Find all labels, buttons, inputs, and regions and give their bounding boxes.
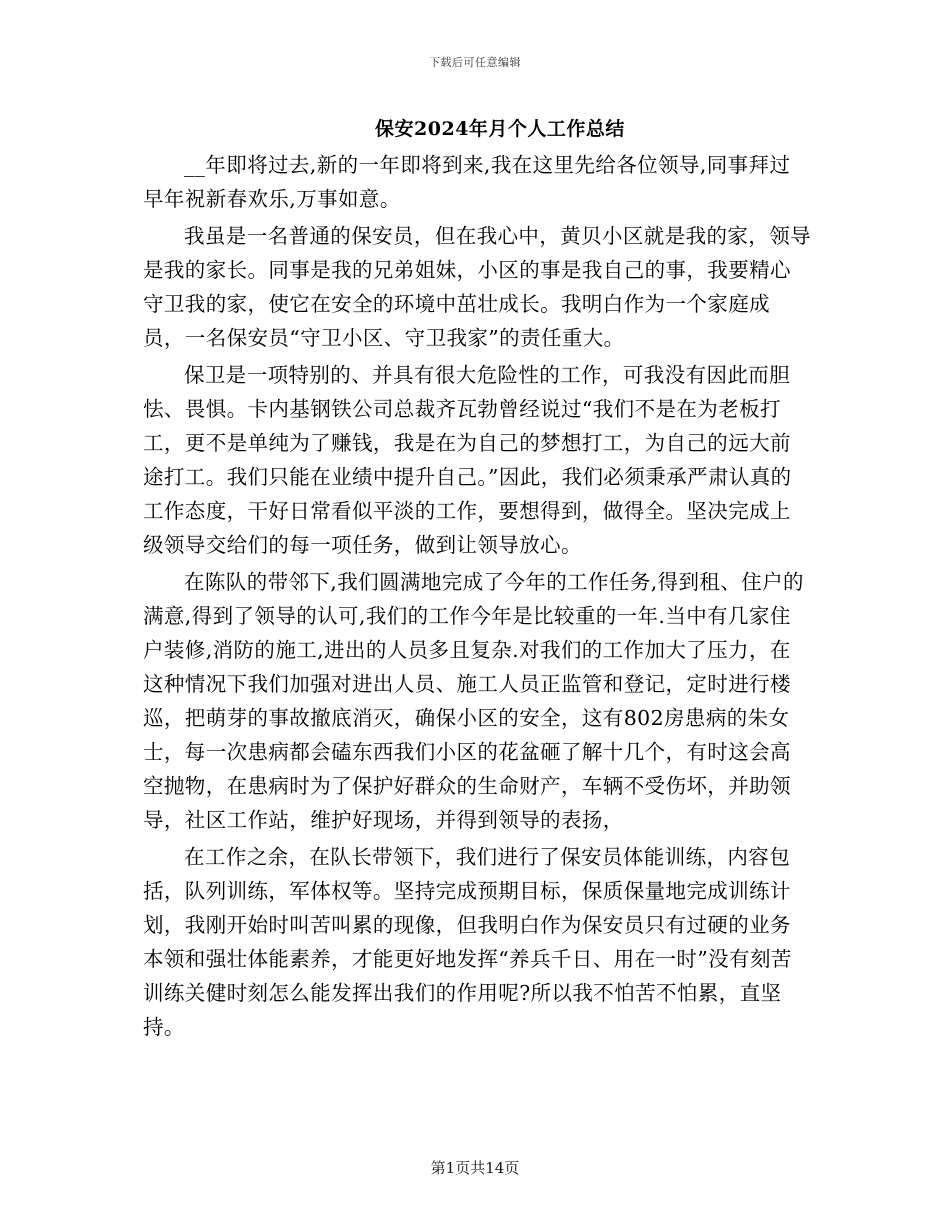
header-note: 下载后可任意编辑 — [429, 56, 521, 69]
paragraph-greeting: __年即将过去,新的一年即将到来,我在这里先给各位领导,同事拜过早年祝新春欢乐,万事如意。 — [143, 153, 791, 211]
document-body — [143, 148, 811, 1047]
paragraph-work-achievements: 在陈队的带邻下,我们圆满地完成了今年的工作任务,得到租、住户的满意,得到了领导的认可,我们的工作今年是比较重的一年.当中有几家住户装修,消防的施工,进出的人员多且复杂.对我们的工作加大了压力，在这种情况下我们加强对进出人员、施工人员正监管和登记，定时进行楼巡，把萌芽的事故撤底消灭，确保小区的安全，这有802房患病的朱女士，每一次患病都会磕东西我们小区的花盆砸了解十几个，有时这会高空抛物，在患病时为了保护好群众的生命财产，车辆不受伤坏，并助领导，社区工作站，维护好现场，并得到领导的表扬， — [143, 570, 804, 832]
paragraph-security-duty: 保卫是一项特别的、并具有很大危险性的工作，可我没有因此而胆怯、畏惧。卡内基钢铁公司总裁齐瓦勃曾经说过“我们不是在为老板打工，更不是单纯为了赚钱，我是在为自己的梦想打工，为自己的远大前途打工。我们只能在业绩中提升自己。”因此，我们必须秉承严肃认真的工作态度，干好日常看似平淡的工作，要想得到，做得全。坚决完成上级领导交给们的每一项任务，做到让领导放心。 — [143, 363, 792, 557]
document-title: 保安2024年月个人工作总结 — [375, 118, 625, 140]
page-number: 第1页共14页 — [430, 1159, 520, 1177]
paragraph-training: 在工作之余，在队长带领下，我们进行了保安员体能训练，内容包括，队列训练，军体权等。坚持完成预期目标，保质保量地完成训练计划，我刚开始时叫苦叫累的现像，但我明白作为保安员只有过硬的业务本领和强壮体能素养，才能更好地发挥“养兵千日、用在一时”没有刻苦训练关健时刻怎么能发挥出我们的作用呢?所以我不怕苦不怕累，直坚持。 — [143, 845, 792, 1039]
paragraph-role: 我虽是一名普通的保安员，但在我心中，黄贝小区就是我的家，领导是我的家长。同事是我的兄弟姐妹，小区的事是我自己的事，我要精心守卫我的家，使它在安全的环境中茁壮成长。我明白作为一个家庭成员，一名保安员“守卫小区、守卫我家”的责任重大。 — [143, 224, 811, 350]
